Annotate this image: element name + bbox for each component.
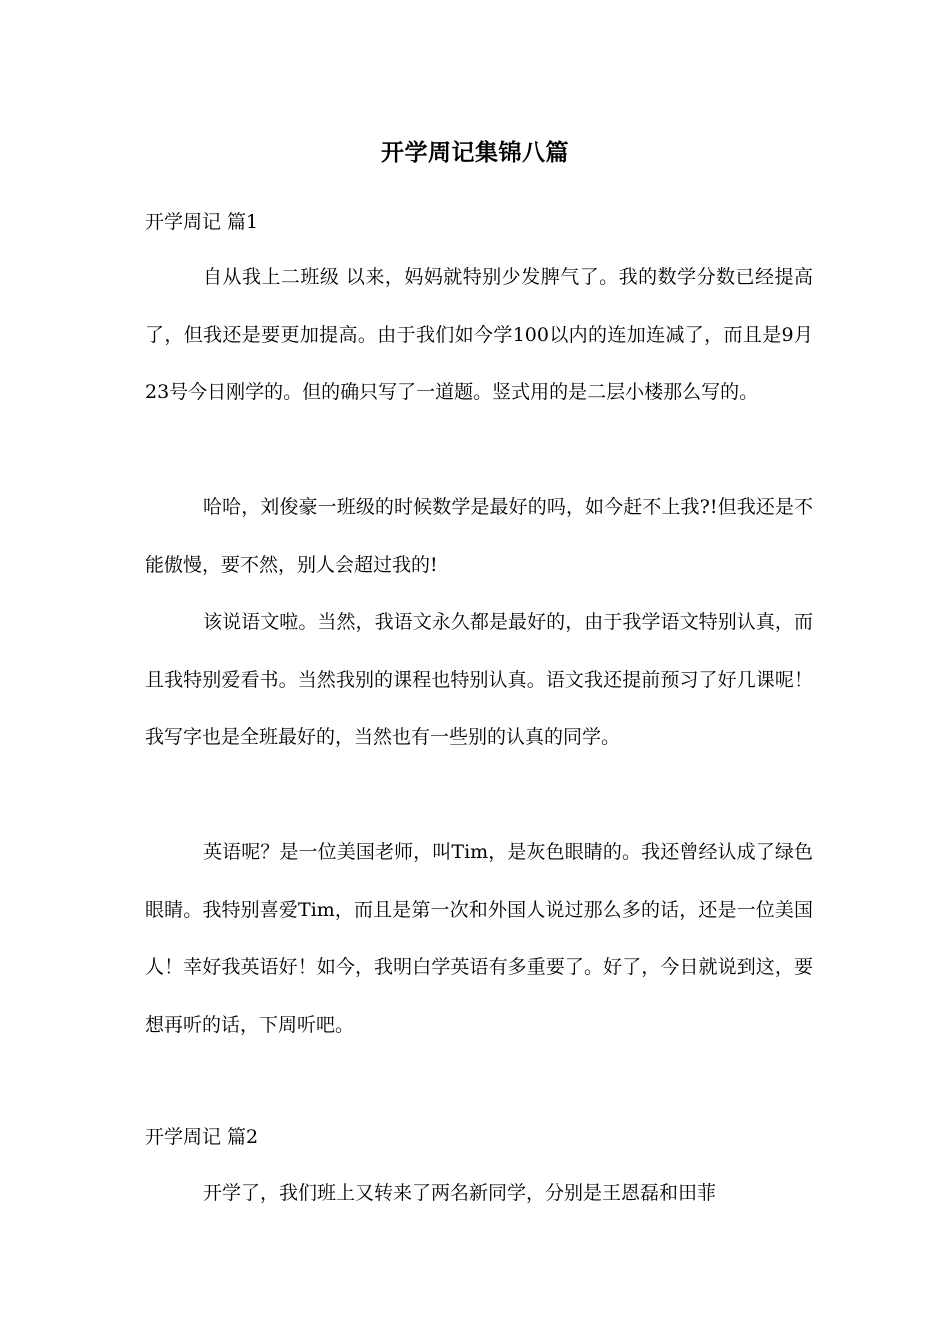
section-heading-2: 开学周记 篇2 xyxy=(145,1126,259,1148)
document-title: 开学周记集锦八篇 xyxy=(381,139,569,166)
paragraph-1-4: 英语呢？是一位美国老师，叫Tim，是灰色眼睛的。我还曾经认成了绿色眼睛。我特别喜爱Tim，而且是第一次和外国人说过那么多的话，还是一位美国人！幸好我英语好！如今，我明白学英语有多重要了。好了，今日就说到这，要想再听的话，下周听吧。 xyxy=(145,841,813,1036)
section-heading-1: 开学周记 篇1 xyxy=(145,211,259,233)
paragraph-1-3: 该说语文啦。当然，我语文永久都是最好的，由于我学语文特别认真，而且我特别爱看书。当然我别的课程也特别认真。语文我还提前预习了好几课呢！我写字也是全班最好的，当然也有一些别的认真的同学。 xyxy=(145,611,813,748)
paragraph-1-1: 自从我上二班级 以来，妈妈就特别少发脾气了。我的数学分数已经提高了，但我还是要更加提高。由于我们如今学100以内的连加连减了，而且是9月23号今日刚学的。但的确只写了一道题。竖式用的是二层小楼那么写的。 xyxy=(145,266,813,403)
paragraph-2-1: 开学了，我们班上又转来了两名新同学，分别是王恩磊和田菲 xyxy=(203,1182,717,1204)
paragraph-1-2: 哈哈，刘俊豪一班级的时候数学是最好的吗，如今赶不上我?!但我还是不能傲慢，要不然，别人会超过我的! xyxy=(145,496,813,576)
